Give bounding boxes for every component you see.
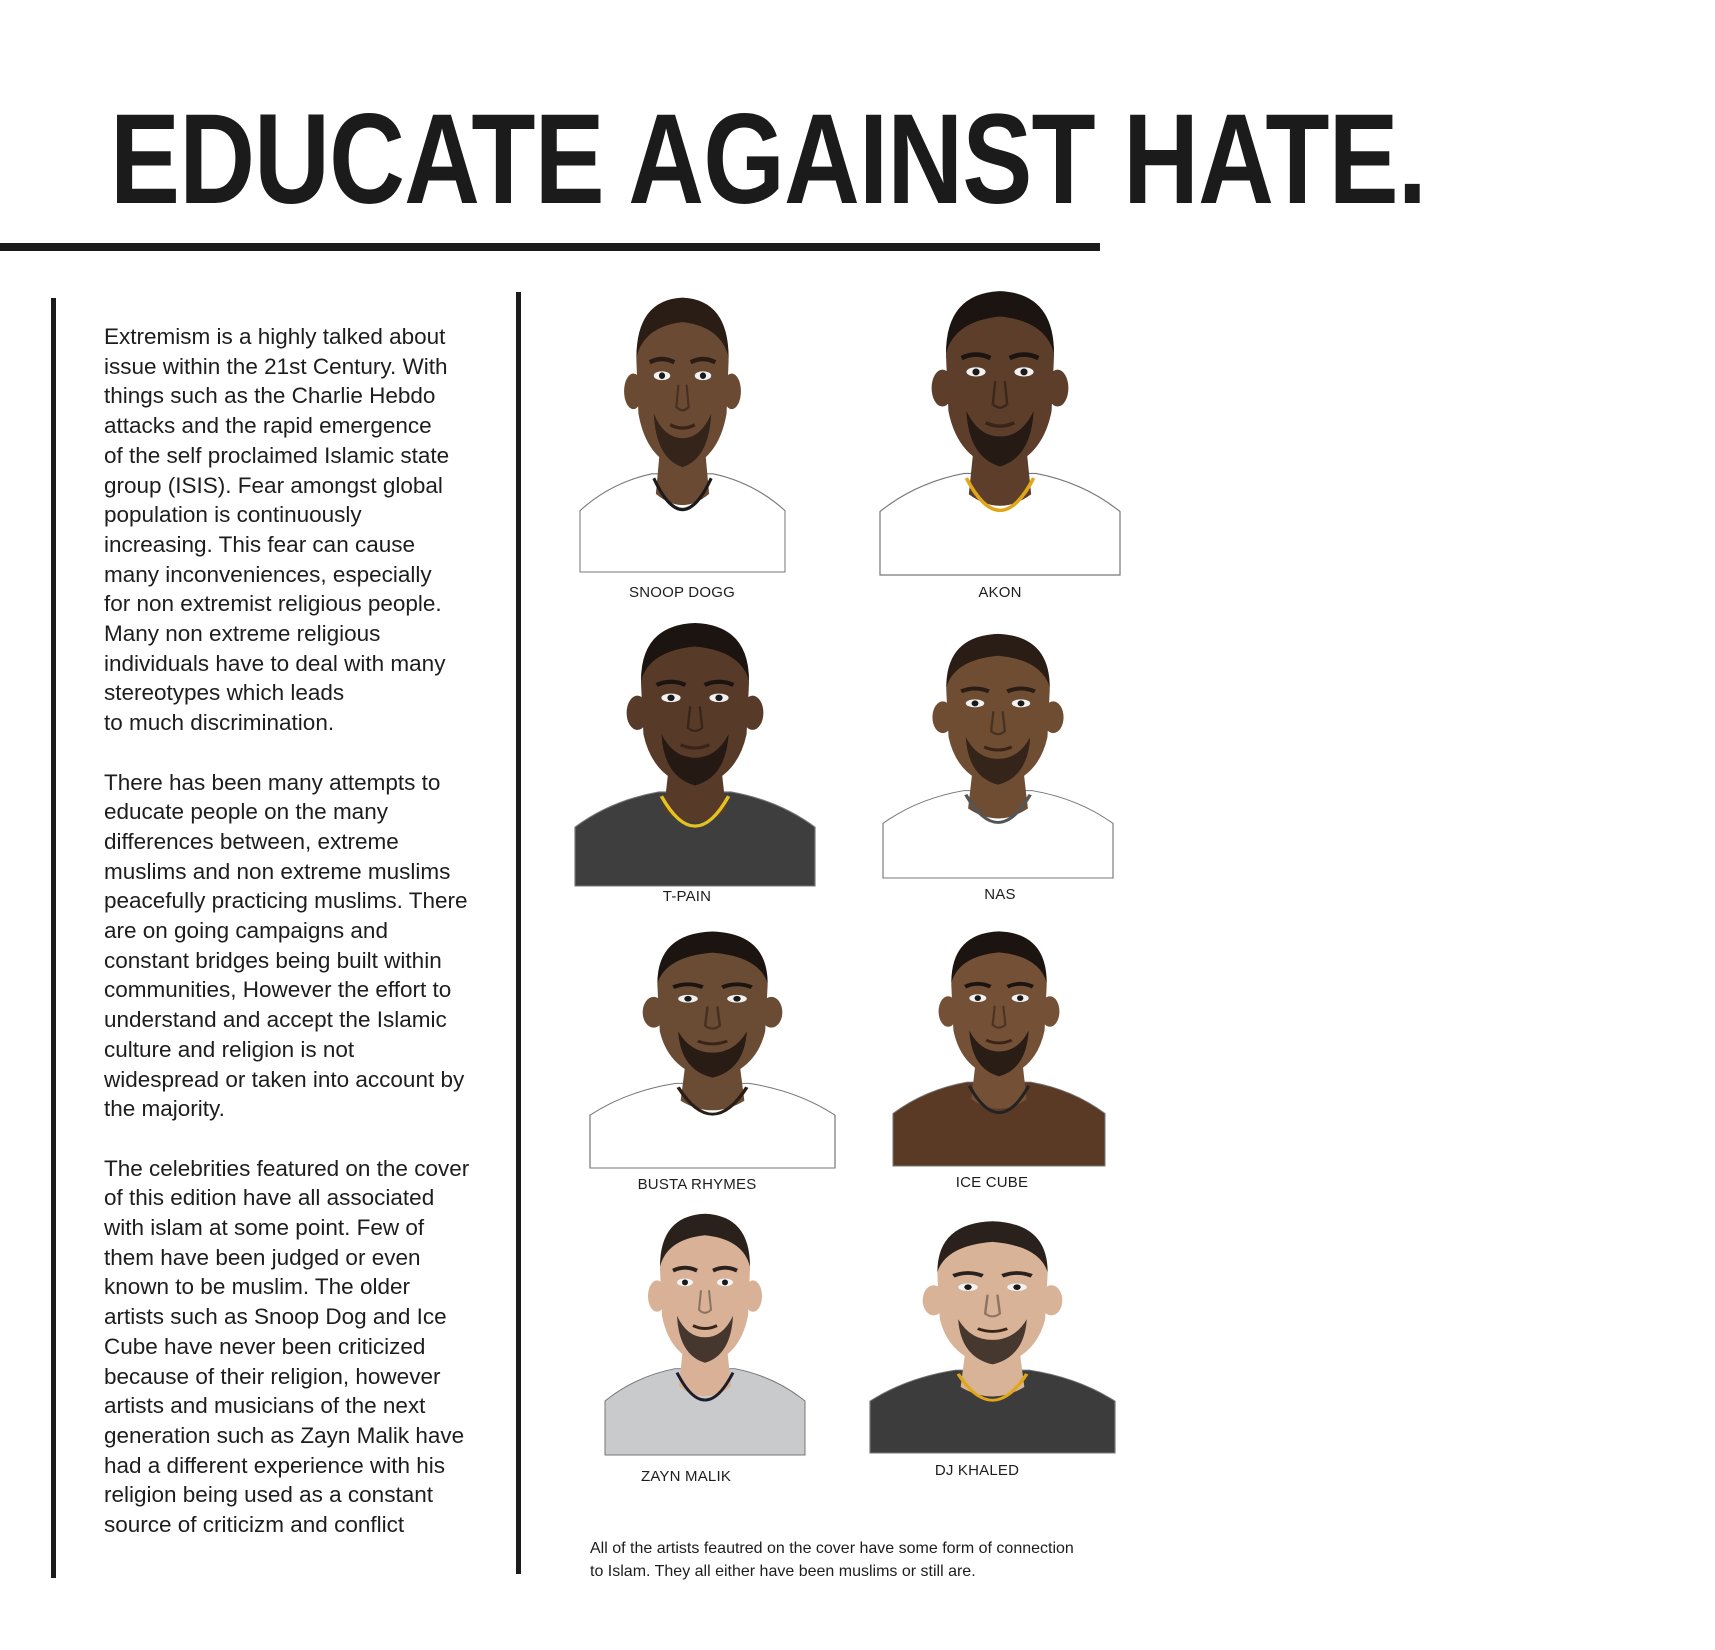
- right-pupil-shape: [1020, 368, 1027, 375]
- left-pupil-shape: [684, 996, 691, 1002]
- portrait-illustration: [590, 918, 835, 1168]
- headline-rule: [0, 243, 1100, 251]
- portrait-zayn-malik: [605, 1200, 805, 1455]
- right-pupil-shape: [1018, 700, 1025, 706]
- portrait-illustration: [580, 282, 785, 572]
- left-pupil-shape: [964, 1284, 971, 1290]
- caption-nas: NAS: [984, 886, 1016, 903]
- left-column-divider: [51, 298, 56, 1578]
- right-pupil-shape: [700, 372, 706, 379]
- portrait-busta-rhymes: [590, 918, 835, 1168]
- middle-column-divider: [516, 292, 521, 1574]
- caption-t-pain: T-PAIN: [662, 888, 712, 905]
- portrait-illustration: [880, 275, 1120, 575]
- caption-akon: AKON: [978, 584, 1022, 601]
- portrait-dj-khaled: [870, 1208, 1115, 1453]
- portrait-illustration: [883, 620, 1113, 878]
- right-pupil-shape: [722, 1279, 728, 1285]
- left-pupil-shape: [972, 368, 979, 375]
- left-pupil-shape: [972, 700, 979, 706]
- caption-ice-cube: ICE CUBE: [955, 1174, 1029, 1191]
- page-headline: [110, 88, 1427, 231]
- portrait-nas: [883, 620, 1113, 878]
- caption-dj-khaled: DJ KHALED: [934, 1462, 1020, 1479]
- portrait-illustration: [893, 918, 1105, 1166]
- article-paragraph-3: The celebrities featured on the cover of this edition have all associated with islam at some point. Few of them have been judged or even known to be muslim. The older artists such as Snoop Dog and Ice Cube have never been criticized because of their religion, however artists and musicians of the next generation such as Zayn Malik have had a different experience with his religion being used as a constant source of criticizm and conflict: [104, 1155, 470, 1538]
- portrait-akon: [880, 275, 1120, 575]
- right-pupil-shape: [715, 695, 722, 701]
- caption-snoop-dogg: SNOOP DOGG: [629, 584, 735, 601]
- left-pupil-shape: [975, 995, 981, 1001]
- portrait-t-pain: [575, 608, 815, 886]
- portrait-footnote: All of the artists feautred on the cover have some form of connection to Islam. They all either have been muslims or still are.: [590, 1540, 1074, 1580]
- portrait-illustration: [605, 1200, 805, 1455]
- headline-text: EDUCATE AGAINST HATE.: [110, 88, 1427, 231]
- article-body: [104, 322, 504, 1569]
- article-paragraph-2: There has been many attempts to educate people on the many differences between, extreme muslims and non extreme muslims peacefully practicing muslims. There are on going campaigns and constant bridges being built within communities, However the effort to understand and accept the Islamic culture and religion is not widespread or taken into account by the majority.: [104, 769, 468, 1122]
- portrait-snoop-dogg: [580, 282, 785, 572]
- right-pupil-shape: [1013, 1284, 1020, 1290]
- left-pupil-shape: [667, 695, 674, 701]
- right-pupil-shape: [1017, 995, 1023, 1001]
- caption-busta-rhymes: BUSTA RHYMES: [637, 1176, 757, 1193]
- portrait-ice-cube: [893, 918, 1105, 1166]
- left-pupil-shape: [682, 1279, 688, 1285]
- caption-zayn-malik: ZAYN MALIK: [640, 1468, 732, 1485]
- right-pupil-shape: [733, 996, 740, 1002]
- portrait-illustration: [870, 1208, 1115, 1453]
- left-pupil-shape: [659, 372, 665, 379]
- article-paragraph-1: Extremism is a highly talked about issue within the 21st Century. With things such as the Charlie Hebdo attacks and the rapid emergence of the self proclaimed Islamic state group (ISIS). Fear amongst global population is continuously increasing. This fear can cause many inconveniences, especially for non extremist religious people. Many non extreme religious individuals have to deal with many stereotypes which leads to much discrimination.: [104, 324, 450, 736]
- portrait-illustration: [575, 608, 815, 886]
